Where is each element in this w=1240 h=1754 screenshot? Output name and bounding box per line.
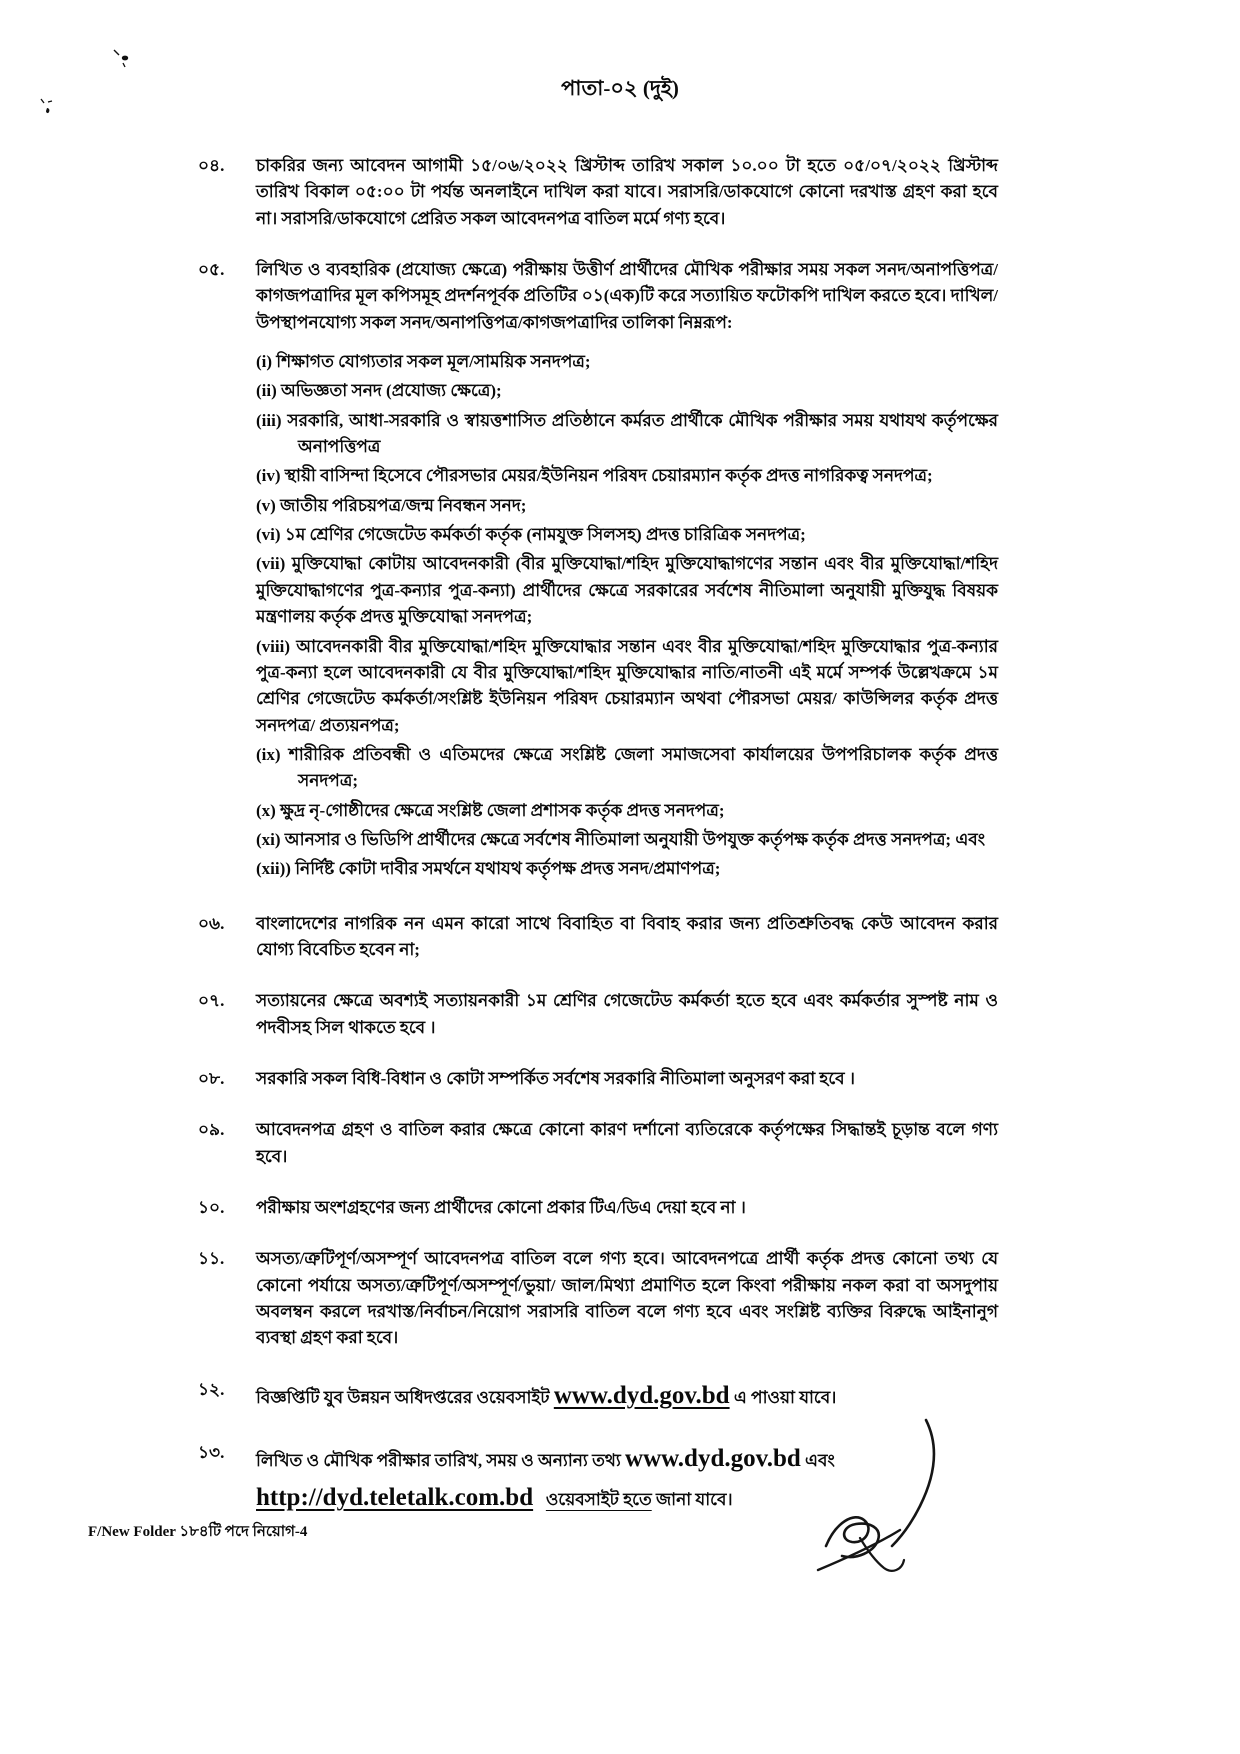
sub-item-xii (256, 856, 998, 882)
sub-item-text: ক্ষুদ্র নৃ-গোষ্ঠীদের ক্ষেত্রে সংশ্লিষ্ট জেলা প্রশাসক কর্তৃক প্রদত্ত সনদপত্র; (280, 800, 725, 820)
item-number: ১২. (198, 1379, 225, 1399)
sub-item-label: (ii) (256, 381, 277, 401)
sub-item-text: শিক্ষাগত যোগ্যতার সকল মূল/সাময়িক সনদপত্র; (276, 352, 591, 372)
sub-item-text: সরকারি, আধা-সরকারি ও স্বায়ত্তশাসিত প্রতিষ্ঠানে কর্মরত প্রার্থীকে মৌখিক পরীক্ষার সময় যথাযথ কর্তৃপক্ষের অনাপত্তিপত্র (287, 410, 998, 457)
dyd-gov-url: www.dyd.gov.bd (553, 1381, 730, 1409)
dyd-gov-url: www.dyd.gov.bd (625, 1445, 801, 1473)
list-item-10 (198, 1195, 998, 1221)
item-text: পরীক্ষায় অংশগ্রহণের জন্য প্রার্থীদের কোনো প্রকার টিএ/ডিএ দেয়া হবে না । (256, 1198, 746, 1217)
item-number: ১৩. (198, 1443, 225, 1463)
sub-item-label: (x) (256, 800, 276, 820)
sub-item-label: (iii) (256, 410, 282, 430)
sub-item-label: (viii) (256, 636, 290, 656)
sub-item-text: মুক্তিযোদ্ধা কোটায় আবেদনকারী (বীর মুক্তিযোদ্ধা/শহিদ মুক্তিযোদ্ধাগণের সন্তান এবং বীর মুক্তিযোদ্ধা/শহিদ মুক্তিযোদ্ধাগণের পুত্র-কন্যার পুত্র-কন্যা) প্রার্থীদের ক্ষেত্রে সরকারের সর্বশেষ নীতিমালা অনুযায়ী মুক্তিযুদ্ধ বিষয়ক মন্ত্রণালয় কর্তৃক প্রদত্ত মুক্তিযোদ্ধা সনদপত্র; (256, 554, 999, 627)
sub-item-iii (256, 408, 998, 461)
item-text: লিখিত ও ব্যবহারিক (প্রযোজ্য ক্ষেত্রে) পরীক্ষায় উত্তীর্ণ প্রার্থীদের মৌখিক পরীক্ষার সময় সকল সনদ/অনাপত্তিপত্র/ কাগজপত্রাদির মূল কপিসমূহ প্রদর্শনপূর্বক প্রতিটির ০১(এক)টি করে সত্যায়িত ফটোকপি দাখিল করতে হবে। দাখিল/উপস্থাপনযোগ্য সকল সনদ/অনাপত্তিপত্র/কাগজপত্রাদির তালিকা নিম্নরূপ: (256, 260, 998, 332)
list-item-07 (198, 988, 998, 1041)
list-item-05 (198, 257, 998, 886)
footer-note: F/New Folder ১৮৪টি পদে নিয়োগ-4 (88, 1524, 308, 1540)
sub-item-text: আবেদনকারী বীর মুক্তিযোদ্ধা/শহিদ মুক্তিযোদ্ধার সন্তান এবং বীর মুক্তিযোদ্ধা/শহিদ মুক্তিযোদ্ধার পুত্র-কন্যার পুত্র-কন্যা হলে আবেদনকারী যে বীর মুক্তিযোদ্ধা/শহিদ মুক্তিযোদ্ধার নাতি/নাতনী এই মর্মে সম্পর্ক উল্লেখক্রমে ১ম শ্রেণির গেজেটেড কর্মকর্তা/সংশ্লিষ্ট ইউনিয়ন পরিষদ চেয়ারম্যান অথবা পৌরসভা মেয়র/ কাউন্সিলর কর্তৃক প্রদত্ত সনদপত্র/ প্রত্যয়নপত্র; (256, 636, 998, 735)
sub-item-label: (vii) (256, 554, 286, 574)
item-number: ০৬. (198, 913, 225, 933)
list-item-12 (198, 1377, 998, 1416)
sub-item-ii (256, 378, 998, 404)
sub-item-label: (xi) (256, 829, 281, 849)
sub-item-label: (v) (256, 495, 276, 515)
item-text-before: বিজ্ঞপ্তিটি যুব উন্নয়ন অধিদপ্তরের ওয়েবসাইট (256, 1387, 550, 1407)
sub-item-text: জাতীয় পরিচয়পত্র/জন্ম নিবন্ধন সনদ; (280, 495, 527, 515)
item-text-end: জানা যাবে। (655, 1490, 733, 1510)
sub-item-text: অভিজ্ঞতা সনদ (প্রযোজ্য ক্ষেত্রে); (281, 381, 502, 401)
list-item-11 (198, 1246, 998, 1351)
item-number: ০৯. (198, 1120, 225, 1140)
item-number: ০৪. (198, 156, 225, 175)
item-text: বাংলাদেশের নাগরিক নন এমন কারো সাথে বিবাহিত বা বিবাহ করার জন্য প্রতিশ্রুতিবদ্ধ কেউ আবেদন করার যোগ্য বিবেচিত হবেন না; (256, 913, 998, 959)
sub-item-label: (xii)) (256, 859, 291, 879)
list-item-06 (198, 911, 998, 964)
page-title: পাতা-০২ (দুই) (561, 76, 679, 100)
item-text: আবেদনপত্র গ্রহণ ও বাতিল করার ক্ষেত্রে কোনো কারণ দর্শানো ব্যতিরেকে কর্তৃপক্ষের সিদ্ধান্তই চূড়ান্ত বলে গণ্য হবে। (256, 1120, 998, 1166)
sub-item-text: শারীরিক প্রতিবন্ধী ও এতিমদের ক্ষেত্রে সংশ্লিষ্ট জেলা সমাজসেবা কার্যালয়ের উপপরিচালক কর্তৃক প্রদত্ত সনদপত্র; (288, 744, 998, 791)
sub-item-text: ১ম শ্রেণির গেজেটেড কর্মকর্তা কর্তৃক (নামযুক্ত সিলসহ) প্রদত্ত চারিত্রিক সনদপত্র; (284, 525, 806, 545)
list-item-09 (198, 1117, 998, 1170)
document-body (198, 153, 998, 1518)
item-text-after: এ পাওয়া যাবে। (733, 1387, 837, 1407)
sub-item-ix (256, 742, 998, 795)
sub-item-text: আনসার ও ভিডিপি প্রার্থীদের ক্ষেত্রে সর্বশেষ নীতিমালা অনুযায়ী উপযুক্ত কর্তৃপক্ষ কর্তৃক প্রদত্ত সনদপত্র; এবং (284, 829, 986, 849)
sub-item-label: (ix) (256, 744, 281, 764)
sub-item-x (256, 798, 998, 824)
item-text: চাকরির জন্য আবেদন আগামী ১৫/০৬/২০২২ খ্রিস্টাব্দ তারিখ সকাল ১০.০০ টা হতে ০৫/০৭/২০২২ খ্রিস্টাব্দ তারিখ বিকাল ০৫:০০ টা পর্যন্ত অনলাইনে দাখিল করা যাবে। সরাসরি/ডাকযোগে কোনো দরখাস্ত গ্রহণ করা হবে না। সরাসরি/ডাকযোগে প্রেরিত সকল আবেদনপত্র বাতিল মর্মে গণ্য হবে। (256, 156, 998, 228)
ink-mark (38, 96, 64, 122)
sub-item-vi (256, 522, 998, 548)
sub-item-viii (256, 634, 998, 739)
item-text-website: ওয়েবসাইট হতে (545, 1490, 652, 1510)
sub-item-i (256, 349, 998, 375)
item-text: সরকারি সকল বিধি-বিধান ও কোটা সম্পর্কিত সর্বশেষ সরকারি নীতিমালা অনুসরণ করা হবে । (256, 1068, 855, 1088)
sub-item-label: (i) (256, 352, 273, 372)
sub-item-v (256, 493, 998, 519)
item-text (256, 1377, 998, 1416)
item-number: ০৮. (198, 1068, 225, 1088)
sub-item-xi (256, 827, 998, 853)
signature (808, 1418, 958, 1588)
item-text-before: লিখিত ও মৌখিক পরীক্ষার তারিখ, সময় ও অন্যান্য তথ্য (256, 1451, 621, 1471)
ink-mark (112, 48, 136, 70)
item-text: অসত্য/ত্রুটিপূর্ণ/অসম্পূর্ণ আবেদনপত্র বাতিল বলে গণ্য হবে। আবেদনপত্রে প্রার্থী কর্তৃক প্রদত্ত কোনো তথ্য যে কোনো পর্যায়ে অসত্য/ত্রুটিপূর্ণ/অসম্পূর্ণ/ভুয়া/ জাল/মিথ্যা প্রমাণিত হলে কিংবা পরীক্ষায় নকল করা বা অসদুপায় অবলম্বন করলে দরখাস্ত/নির্বাচন/নিয়োগ সরাসরি বাতিল বলে গণ্য হবে এবং সংশ্লিষ্ট ব্যক্তির বিরুদ্ধে আইনানুগ ব্যবস্থা গ্রহণ করা হবে। (256, 1249, 998, 1348)
sub-item-iv (256, 463, 998, 489)
list-item-08 (198, 1066, 998, 1092)
sub-item-label: (iv) (256, 466, 281, 486)
item-number: ১০. (198, 1198, 225, 1217)
item-text: সত্যায়নের ক্ষেত্রে অবশ্যই সত্যায়নকারী ১ম শ্রেণির গেজেটেড কর্মকর্তা হতে হবে এবং কর্মকর্তার সুস্পষ্ট নাম ও পদবীসহ সিল থাকতে হবে । (256, 991, 998, 1037)
item-text-mid: এবং (805, 1451, 835, 1471)
teletalk-url: http://dyd.teletalk.com.bd (256, 1484, 534, 1512)
list-item-04 (198, 153, 998, 232)
sub-item-text: স্থায়ী বাসিন্দা হিসেবে পৌরসভার মেয়র/ইউনিয়ন পরিষদ চেয়ারম্যান কর্তৃক প্রদত্ত নাগরিকত্ব সনদপত্র; (284, 466, 933, 486)
sub-item-vii (256, 551, 998, 630)
sub-item-label: (vi) (256, 525, 281, 545)
item-number: ১১. (198, 1249, 225, 1269)
sub-item-text: নির্দিষ্ট কোটা দাবীর সমর্থনে যথাযথ কর্তৃপক্ষ প্রদত্ত সনদ/প্রমাণপত্র; (295, 859, 721, 879)
document-sub-list (256, 349, 998, 883)
item-number: ০৭. (198, 991, 225, 1011)
item-number: ০৫. (198, 260, 225, 280)
